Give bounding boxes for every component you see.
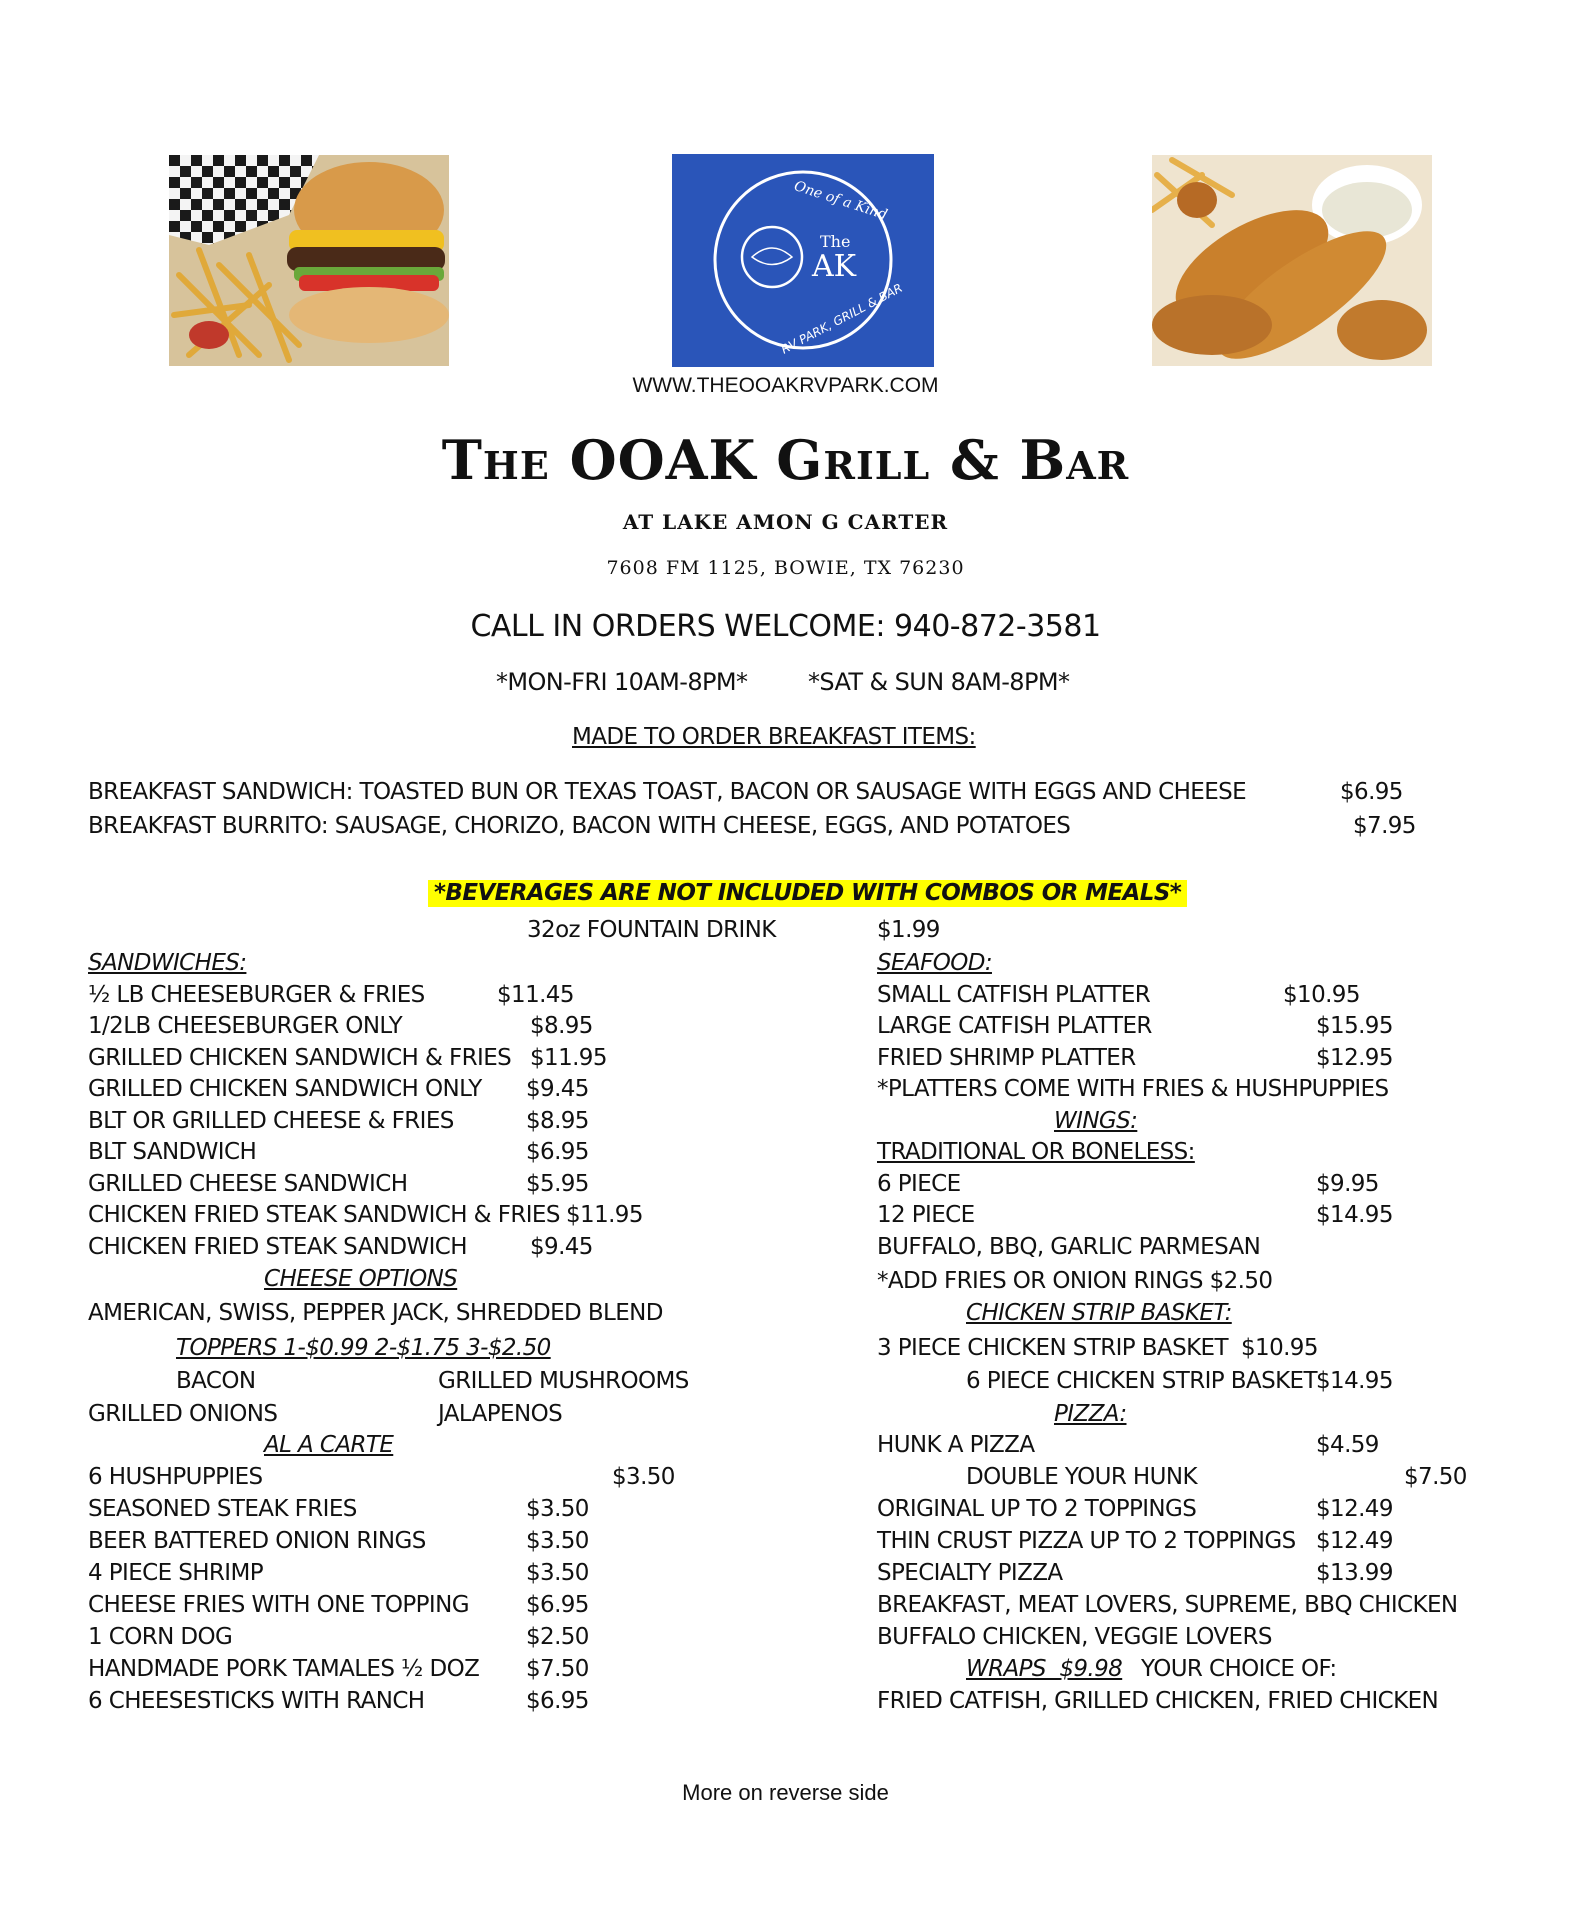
breakfast-item-name: BREAKFAST BURRITO: SAUSAGE, CHORIZO, BACON WITH CHEESE, EGGS, AND POTATOES	[88, 813, 1071, 839]
alacarte-name: BEER BATTERED ONION RINGS	[88, 1528, 426, 1554]
call-in-orders: CALL IN ORDERS WELCOME: 940-872-3581	[470, 609, 1101, 644]
reverse-side-note: More on reverse side	[682, 1780, 889, 1805]
alacarte-heading: AL A CARTE	[264, 1432, 394, 1458]
seafood-price: $12.95	[1316, 1045, 1393, 1071]
alacarte-price: $3.50	[526, 1560, 589, 1586]
seafood-price: $15.95	[1316, 1013, 1393, 1039]
strip-3-name: 3 PIECE CHICKEN STRIP BASKET	[877, 1335, 1228, 1361]
page-title: The OOAK Grill & Bar	[441, 428, 1130, 492]
pizza-price: $13.99	[1316, 1560, 1393, 1586]
strip-6-price: $14.95	[1316, 1368, 1393, 1394]
pizza-name: DOUBLE YOUR HUNK	[966, 1464, 1197, 1490]
pizza-name: HUNK A PIZZA	[877, 1432, 1035, 1458]
topper-item: BACON	[176, 1368, 256, 1394]
topper-item: JALAPENOS	[438, 1401, 563, 1427]
sandwich-price: $9.45	[526, 1076, 589, 1102]
sandwich-name: GRILLED CHICKEN SANDWICH & FRIES	[88, 1045, 512, 1071]
alacarte-name: HANDMADE PORK TAMALES ½ DOZ	[88, 1656, 480, 1682]
hours-weekend: *SAT & SUN 8AM-8PM*	[808, 668, 1070, 696]
breakfast-item-price: $6.95	[1340, 779, 1403, 805]
sandwich-price: $11.45	[497, 982, 574, 1008]
breakfast-item-price: $7.95	[1353, 813, 1416, 839]
sandwich-price: $11.95	[530, 1045, 607, 1071]
alacarte-name: CHEESE FRIES WITH ONE TOPPING	[88, 1592, 469, 1618]
alacarte-name: SEASONED STEAK FRIES	[88, 1496, 357, 1522]
platter-note: *PLATTERS COME WITH FRIES & HUSHPUPPIES	[877, 1076, 1389, 1102]
logo-arc-top: One of a Kind	[792, 178, 890, 224]
cheese-options-heading: CHEESE OPTIONS	[264, 1266, 458, 1292]
address: 7608 FM 1125, BOWIE, TX 76230	[606, 557, 965, 579]
sandwich-price: $8.95	[530, 1013, 593, 1039]
topper-item: GRILLED MUSHROOMS	[438, 1368, 689, 1394]
alacarte-name: 6 HUSHPUPPIES	[88, 1464, 263, 1490]
strip-3-price: $10.95	[1241, 1335, 1318, 1361]
wings-name: 12 PIECE	[877, 1202, 975, 1228]
sandwich-name: CHICKEN FRIED STEAK SANDWICH	[88, 1234, 467, 1260]
wing-flavors: BUFFALO, BBQ, GARLIC PARMESAN	[877, 1234, 1261, 1260]
sandwich-price: $11.95	[566, 1202, 643, 1228]
alacarte-price: $6.95	[526, 1688, 589, 1714]
sandwich-price: $9.45	[530, 1234, 593, 1260]
specialty-pizza-list: BUFFALO CHICKEN, VEGGIE LOVERS	[877, 1624, 1272, 1650]
alacarte-name: 6 CHEESESTICKS WITH RANCH	[88, 1688, 425, 1714]
hours-weekday: *MON-FRI 10AM-8PM*	[496, 668, 748, 696]
sandwich-price: $8.95	[526, 1108, 589, 1134]
seafood-name: SMALL CATFISH PLATTER	[877, 982, 1151, 1008]
toppers-heading: TOPPERS 1-$0.99 2-$1.75 3-$2.50	[176, 1335, 551, 1361]
alacarte-name: 1 CORN DOG	[88, 1624, 233, 1650]
location-subtitle: AT LAKE AMON G CARTER	[622, 510, 949, 534]
pizza-price: $7.50	[1404, 1464, 1467, 1490]
strip-6-name: 6 PIECE CHICKEN STRIP BASKET	[966, 1368, 1317, 1394]
pizza-heading: PIZZA:	[1054, 1401, 1127, 1427]
specialty-pizza-list: BREAKFAST, MEAT LOVERS, SUPREME, BBQ CHICKEN	[877, 1592, 1458, 1618]
sandwich-price: $6.95	[526, 1139, 589, 1165]
beverage-notice: *BEVERAGES ARE NOT INCLUDED WITH COMBOS OR MEALS*	[428, 880, 1187, 907]
cheese-options-list: AMERICAN, SWISS, PEPPER JACK, SHREDDED BLEND	[88, 1300, 663, 1326]
sandwich-name: GRILLED CHICKEN SANDWICH ONLY	[88, 1076, 482, 1102]
sandwich-price: $5.95	[526, 1171, 589, 1197]
pizza-name: THIN CRUST PIZZA UP TO 2 TOPPINGS	[877, 1528, 1296, 1554]
pizza-price: $12.49	[1316, 1528, 1393, 1554]
catfish-photo	[1152, 155, 1432, 366]
alacarte-price: $7.50	[526, 1656, 589, 1682]
alacarte-price: $2.50	[526, 1624, 589, 1650]
alacarte-price: $6.95	[526, 1592, 589, 1618]
seafood-name: LARGE CATFISH PLATTER	[877, 1013, 1152, 1039]
wings-price: $9.95	[1316, 1171, 1379, 1197]
wraps-choice: YOUR CHOICE OF:	[1141, 1656, 1337, 1682]
breakfast-item-name: BREAKFAST SANDWICH: TOASTED BUN OR TEXAS TOAST, BACON OR SAUSAGE WITH EGGS AND CHEESE	[88, 779, 1247, 805]
pizza-price: $12.49	[1316, 1496, 1393, 1522]
breakfast-heading: MADE TO ORDER BREAKFAST ITEMS:	[572, 724, 976, 750]
sandwich-name: 1/2LB CHEESEBURGER ONLY	[88, 1013, 403, 1039]
alacarte-name: 4 PIECE SHRIMP	[88, 1560, 264, 1586]
wraps-heading: WRAPS $9.98	[966, 1656, 1123, 1682]
sandwich-name: BLT SANDWICH	[88, 1139, 257, 1165]
website-url: WWW.THEOOAKRVPARK.COM	[632, 374, 939, 397]
wings-subheading: TRADITIONAL OR BONELESS:	[877, 1139, 1195, 1165]
fountain-drink-price: $1.99	[877, 917, 940, 943]
pizza-name: ORIGINAL UP TO 2 TOPPINGS	[877, 1496, 1197, 1522]
wing-addon: *ADD FRIES OR ONION RINGS $2.50	[877, 1268, 1273, 1294]
sandwich-name: CHICKEN FRIED STEAK SANDWICH & FRIES	[88, 1202, 560, 1228]
logo-arc-bottom: RV PARK, GRILL & BAR	[778, 280, 905, 357]
seafood-name: FRIED SHRIMP PLATTER	[877, 1045, 1136, 1071]
alacarte-price: $3.50	[526, 1496, 589, 1522]
logo	[672, 154, 934, 367]
topper-item: GRILLED ONIONS	[88, 1401, 278, 1427]
alacarte-price: $3.50	[526, 1528, 589, 1554]
sandwich-name: ½ LB CHEESEBURGER & FRIES	[88, 982, 425, 1008]
alacarte-price: $3.50	[612, 1464, 675, 1490]
sandwich-name: GRILLED CHEESE SANDWICH	[88, 1171, 408, 1197]
wings-name: 6 PIECE	[877, 1171, 961, 1197]
seafood-heading: SEAFOOD:	[877, 950, 992, 976]
wings-heading: WINGS:	[1054, 1108, 1138, 1134]
pizza-name: SPECIALTY PIZZA	[877, 1560, 1063, 1586]
sandwiches-heading: SANDWICHES:	[88, 950, 247, 976]
chicken-strip-heading: CHICKEN STRIP BASKET:	[966, 1300, 1232, 1326]
sandwich-name: BLT OR GRILLED CHEESE & FRIES	[88, 1108, 454, 1134]
fountain-drink-name: 32oz FOUNTAIN DRINK	[527, 917, 776, 943]
burger-photo	[169, 155, 449, 366]
logo-name: AK	[812, 249, 857, 284]
wraps-options: FRIED CATFISH, GRILLED CHICKEN, FRIED CHICKEN	[877, 1688, 1439, 1714]
logo-the: The	[820, 232, 851, 251]
wings-price: $14.95	[1316, 1202, 1393, 1228]
pizza-price: $4.59	[1316, 1432, 1379, 1458]
seafood-price: $10.95	[1283, 982, 1360, 1008]
